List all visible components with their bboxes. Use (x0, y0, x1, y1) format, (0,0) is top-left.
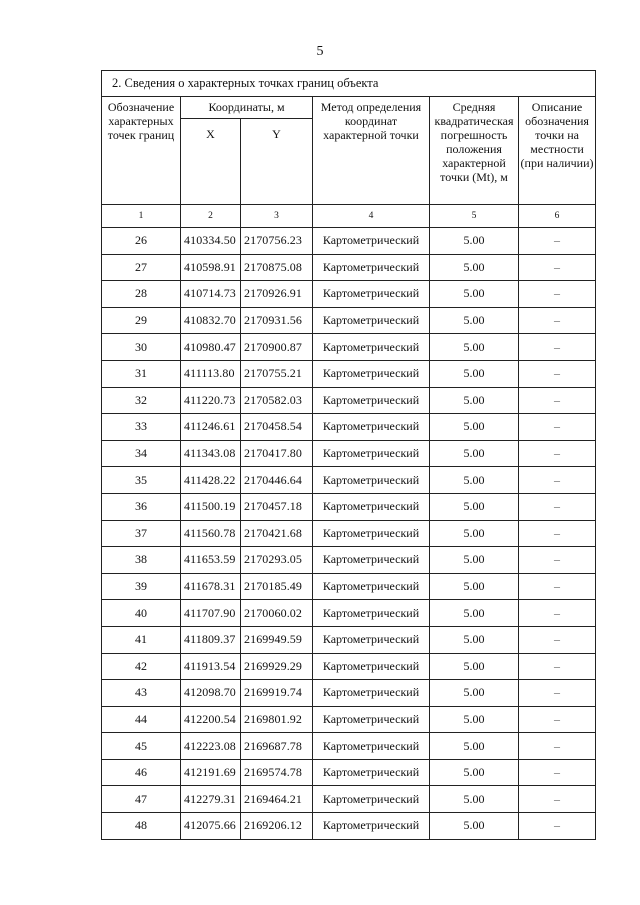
method-cell: Картометрический (313, 520, 430, 547)
point-id-cell: 38 (102, 547, 181, 574)
y-coordinate-cell: 2170293.05 (241, 547, 313, 574)
error-cell: 5.00 (430, 254, 519, 281)
description-cell: – (519, 600, 596, 627)
method-cell: Картометрический (313, 733, 430, 760)
point-id-cell: 27 (102, 254, 181, 281)
error-cell: 5.00 (430, 706, 519, 733)
y-coordinate-cell: 2170926.91 (241, 281, 313, 308)
error-cell: 5.00 (430, 600, 519, 627)
y-coordinate-cell: 2170458.54 (241, 414, 313, 441)
table-row (102, 733, 596, 760)
error-cell: 5.00 (430, 493, 519, 520)
method-cell: Картометрический (313, 706, 430, 733)
error-cell: 5.00 (430, 281, 519, 308)
point-id-cell: 42 (102, 653, 181, 680)
error-cell: 5.00 (430, 573, 519, 600)
description-cell: – (519, 414, 596, 441)
point-id-cell: 37 (102, 520, 181, 547)
x-coordinate-cell: 411913.54 (181, 653, 241, 680)
description-cell: – (519, 520, 596, 547)
x-coordinate-cell: 412191.69 (181, 759, 241, 786)
description-cell: – (519, 653, 596, 680)
error-cell: 5.00 (430, 733, 519, 760)
method-cell: Картометрический (313, 493, 430, 520)
header-method: Метод определения координат характерной точки (313, 97, 430, 205)
description-cell: – (519, 281, 596, 308)
y-coordinate-cell: 2170457.18 (241, 493, 313, 520)
point-id-cell: 33 (102, 414, 181, 441)
error-cell: 5.00 (430, 228, 519, 255)
x-coordinate-cell: 411653.59 (181, 547, 241, 574)
point-id-cell: 32 (102, 387, 181, 414)
table-body (102, 228, 596, 840)
description-cell: – (519, 334, 596, 361)
column-number: 1 (102, 205, 181, 228)
page-number: 5 (316, 44, 324, 59)
table-row (102, 467, 596, 494)
table-row (102, 493, 596, 520)
y-coordinate-cell: 2170756.23 (241, 228, 313, 255)
x-coordinate-cell: 411220.73 (181, 387, 241, 414)
error-cell: 5.00 (430, 467, 519, 494)
table-row (102, 387, 596, 414)
point-id-cell: 39 (102, 573, 181, 600)
error-cell: 5.00 (430, 520, 519, 547)
y-coordinate-cell: 2169949.59 (241, 626, 313, 653)
header-coordinates: Координаты, м (181, 97, 313, 119)
method-cell: Картометрический (313, 653, 430, 680)
description-cell: – (519, 360, 596, 387)
header-error: Средняя квадратическая погрешность положения характерной точки (Mt), м (430, 97, 519, 205)
method-cell: Картометрический (313, 547, 430, 574)
y-coordinate-cell: 2170446.64 (241, 467, 313, 494)
method-cell: Картометрический (313, 360, 430, 387)
x-coordinate-cell: 411113.80 (181, 360, 241, 387)
point-id-cell: 36 (102, 493, 181, 520)
point-id-cell: 47 (102, 786, 181, 813)
x-coordinate-cell: 411246.61 (181, 414, 241, 441)
column-number: 6 (519, 205, 596, 228)
point-id-cell: 40 (102, 600, 181, 627)
point-id-cell: 43 (102, 680, 181, 707)
error-cell: 5.00 (430, 334, 519, 361)
x-coordinate-cell: 411500.19 (181, 493, 241, 520)
table-row (102, 653, 596, 680)
error-cell: 5.00 (430, 626, 519, 653)
column-number: 4 (313, 205, 430, 228)
table-row (102, 600, 596, 627)
description-cell: – (519, 733, 596, 760)
boundary-points-table (101, 70, 596, 840)
table-row (102, 334, 596, 361)
header-y: Y (241, 119, 313, 205)
x-coordinate-cell: 410832.70 (181, 307, 241, 334)
table-row (102, 414, 596, 441)
description-cell: – (519, 626, 596, 653)
column-numbers-row (102, 205, 596, 228)
x-coordinate-cell: 410334.50 (181, 228, 241, 255)
x-coordinate-cell: 412223.08 (181, 733, 241, 760)
error-cell: 5.00 (430, 387, 519, 414)
description-cell: – (519, 387, 596, 414)
table-row (102, 228, 596, 255)
column-number: 5 (430, 205, 519, 228)
error-cell: 5.00 (430, 360, 519, 387)
method-cell: Картометрический (313, 281, 430, 308)
x-coordinate-cell: 411560.78 (181, 520, 241, 547)
x-coordinate-cell: 412200.54 (181, 706, 241, 733)
y-coordinate-cell: 2170421.68 (241, 520, 313, 547)
method-cell: Картометрический (313, 307, 430, 334)
point-id-cell: 41 (102, 626, 181, 653)
y-coordinate-cell: 2170755.21 (241, 360, 313, 387)
column-number: 2 (181, 205, 241, 228)
y-coordinate-cell: 2169464.21 (241, 786, 313, 813)
table-row (102, 706, 596, 733)
x-coordinate-cell: 412098.70 (181, 680, 241, 707)
method-cell: Картометрический (313, 414, 430, 441)
header-x: X (181, 119, 241, 205)
y-coordinate-cell: 2169919.74 (241, 680, 313, 707)
table-row (102, 813, 596, 840)
x-coordinate-cell: 412279.31 (181, 786, 241, 813)
header-description: Описание обозначения точки на местности (при наличии) (519, 97, 596, 205)
table-row (102, 680, 596, 707)
description-cell: – (519, 813, 596, 840)
description-cell: – (519, 228, 596, 255)
description-cell: – (519, 680, 596, 707)
method-cell: Картометрический (313, 467, 430, 494)
description-cell: – (519, 493, 596, 520)
point-id-cell: 29 (102, 307, 181, 334)
x-coordinate-cell: 411678.31 (181, 573, 241, 600)
x-coordinate-cell: 410980.47 (181, 334, 241, 361)
table-row (102, 307, 596, 334)
method-cell: Картометрический (313, 680, 430, 707)
method-cell: Картометрический (313, 759, 430, 786)
y-coordinate-cell: 2170900.87 (241, 334, 313, 361)
y-coordinate-cell: 2169801.92 (241, 706, 313, 733)
y-coordinate-cell: 2170582.03 (241, 387, 313, 414)
point-id-cell: 48 (102, 813, 181, 840)
error-cell: 5.00 (430, 813, 519, 840)
error-cell: 5.00 (430, 547, 519, 574)
description-cell: – (519, 786, 596, 813)
point-id-cell: 28 (102, 281, 181, 308)
method-cell: Картометрический (313, 334, 430, 361)
table-row (102, 786, 596, 813)
point-id-cell: 45 (102, 733, 181, 760)
y-coordinate-cell: 2169929.29 (241, 653, 313, 680)
y-coordinate-cell: 2170060.02 (241, 600, 313, 627)
point-id-cell: 26 (102, 228, 181, 255)
point-id-cell: 31 (102, 360, 181, 387)
description-cell: – (519, 547, 596, 574)
x-coordinate-cell: 411343.08 (181, 440, 241, 467)
x-coordinate-cell: 411428.22 (181, 467, 241, 494)
method-cell: Картометрический (313, 786, 430, 813)
error-cell: 5.00 (430, 653, 519, 680)
x-coordinate-cell: 410598.91 (181, 254, 241, 281)
error-cell: 5.00 (430, 307, 519, 334)
method-cell: Картометрический (313, 387, 430, 414)
x-coordinate-cell: 412075.66 (181, 813, 241, 840)
error-cell: 5.00 (430, 440, 519, 467)
description-cell: – (519, 440, 596, 467)
section-title: 2. Сведения о характерных точках границ объекта (102, 71, 596, 97)
description-cell: – (519, 706, 596, 733)
table-row (102, 440, 596, 467)
point-id-cell: 30 (102, 334, 181, 361)
method-cell: Картометрический (313, 600, 430, 627)
error-cell: 5.00 (430, 759, 519, 786)
method-cell: Картометрический (313, 813, 430, 840)
method-cell: Картометрический (313, 440, 430, 467)
description-cell: – (519, 573, 596, 600)
method-cell: Картометрический (313, 626, 430, 653)
table-row (102, 254, 596, 281)
y-coordinate-cell: 2169574.78 (241, 759, 313, 786)
method-cell: Картометрический (313, 254, 430, 281)
x-coordinate-cell: 410714.73 (181, 281, 241, 308)
x-coordinate-cell: 411809.37 (181, 626, 241, 653)
table-row (102, 520, 596, 547)
table-row (102, 360, 596, 387)
method-cell: Картометрический (313, 228, 430, 255)
table-row (102, 573, 596, 600)
column-number: 3 (241, 205, 313, 228)
error-cell: 5.00 (430, 786, 519, 813)
table-row (102, 626, 596, 653)
point-id-cell: 35 (102, 467, 181, 494)
description-cell: – (519, 467, 596, 494)
point-id-cell: 46 (102, 759, 181, 786)
point-id-cell: 34 (102, 440, 181, 467)
description-cell: – (519, 759, 596, 786)
y-coordinate-cell: 2170875.08 (241, 254, 313, 281)
y-coordinate-cell: 2170931.56 (241, 307, 313, 334)
table-row (102, 547, 596, 574)
y-coordinate-cell: 2169206.12 (241, 813, 313, 840)
point-id-cell: 44 (102, 706, 181, 733)
x-coordinate-cell: 411707.90 (181, 600, 241, 627)
description-cell: – (519, 254, 596, 281)
description-cell: – (519, 307, 596, 334)
error-cell: 5.00 (430, 414, 519, 441)
table-row (102, 281, 596, 308)
y-coordinate-cell: 2170185.49 (241, 573, 313, 600)
error-cell: 5.00 (430, 680, 519, 707)
y-coordinate-cell: 2170417.80 (241, 440, 313, 467)
table-row (102, 759, 596, 786)
header-designation: Обозначение характерных точек границ (102, 97, 181, 205)
method-cell: Картометрический (313, 573, 430, 600)
y-coordinate-cell: 2169687.78 (241, 733, 313, 760)
